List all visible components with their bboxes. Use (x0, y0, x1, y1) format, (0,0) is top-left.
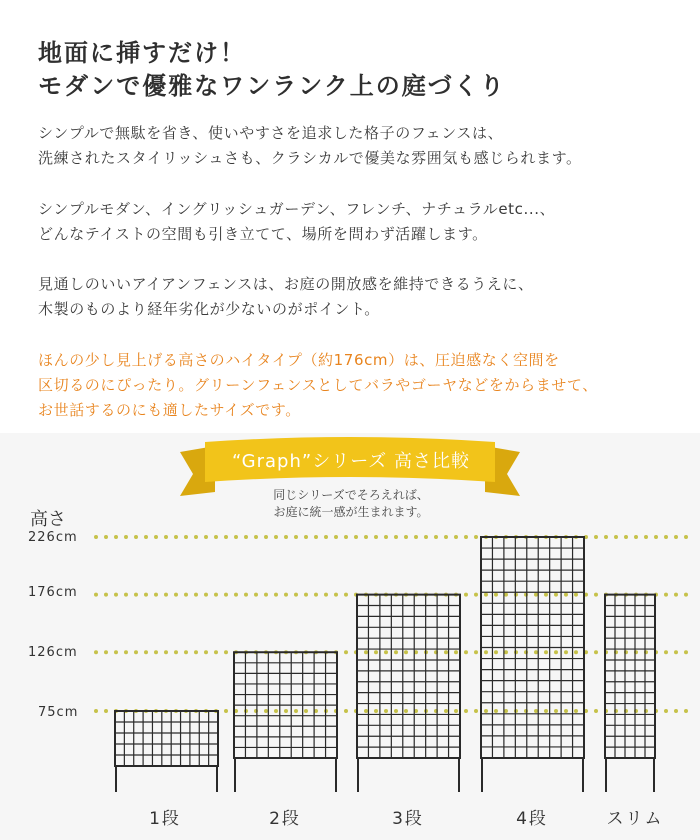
tick-label-226: 226cm (28, 530, 78, 545)
y-axis-label: 高さ (30, 509, 66, 530)
paragraph-line: 木製のものより経年劣化が少ないのがポイント。 (38, 300, 380, 318)
banner-title: “Graph”シリーズ 高さ比較 (231, 451, 471, 472)
fence-bar-1 (115, 711, 218, 792)
highlight-line: お世話するのにも適したサイズです。 (38, 401, 301, 419)
category-label-4: 4段 (516, 809, 548, 829)
category-label-3: 3段 (392, 809, 424, 829)
paragraph-line: シンプルモダン、イングリッシュガーデン、フレンチ、ナチュラルetc...、 (38, 200, 556, 218)
category-label-1: 1段 (149, 809, 181, 829)
heading-line-1: 地面に挿すだけ！ (38, 39, 246, 67)
tick-label-126: 126cm (28, 645, 78, 660)
note-line-1: 同じシリーズでそろえれば、 (273, 488, 429, 502)
fence-bar-3 (357, 595, 460, 792)
paragraph-line: どんなテイストの空間も引き立てて、場所を問わず活躍します。 (38, 225, 488, 243)
paragraph-line: 洗練されたスタイリッシュさも、クラシカルで優美な雰囲気も感じられます。 (38, 149, 582, 167)
tick-label-75: 75cm (38, 705, 79, 720)
category-label-2: 2段 (269, 809, 301, 829)
highlight-line: ほんの少し見上げる高さのハイタイプ（約176cm）は、圧迫感なく空間を (38, 351, 560, 369)
heading-line-2: モダンで優雅なワンランク上の庭づくり (38, 72, 506, 100)
fence-bar-2 (234, 652, 337, 792)
fence-bar-4 (481, 537, 584, 792)
fence-frame (115, 711, 218, 766)
highlight-line: 区切るのにぴったり。グリーンフェンスとしてバラやゴーヤなどをからませて、 (38, 376, 598, 394)
tick-label-176: 176cm (28, 585, 78, 600)
banner-note (220, 487, 482, 521)
fence-frame (605, 595, 655, 758)
note-line-2: お庭に統一感が生まれます。 (273, 505, 429, 519)
paragraph-line: シンプルで無駄を省き、使いやすさを追求した格子のフェンスは、 (38, 124, 504, 142)
fence-frame (357, 595, 460, 758)
paragraph-line: 見通しのいいアイアンフェンスは、お庭の開放感を維持できるうえに、 (38, 275, 534, 293)
category-label-slim: スリム (606, 809, 664, 829)
fence-bar-5 (605, 595, 655, 792)
